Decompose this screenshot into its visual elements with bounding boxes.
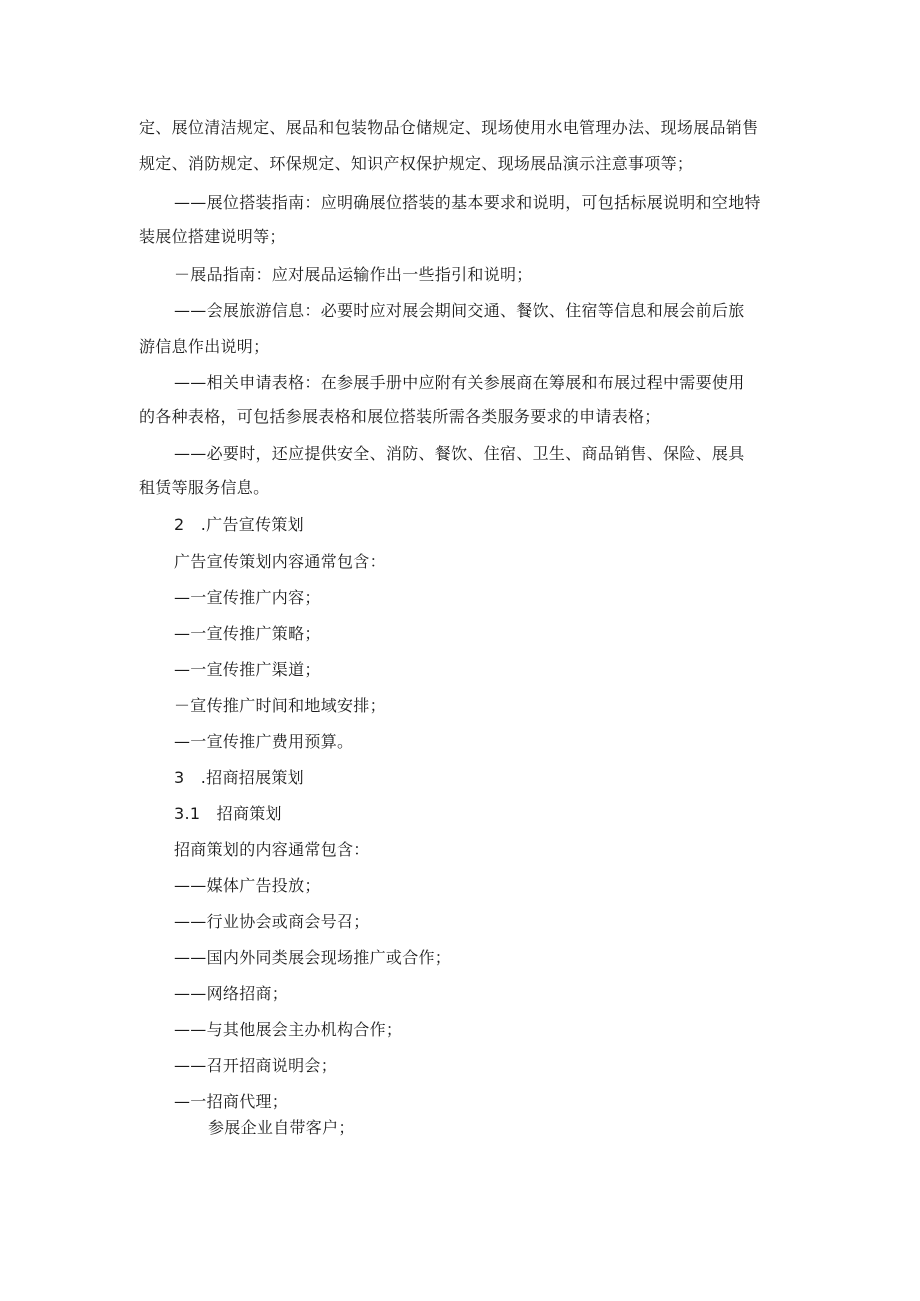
section-heading: 2 .广告宣传策划: [174, 515, 304, 534]
body-text-line: 租赁等服务信息。: [139, 478, 270, 497]
list-item: －宣传推广时间和地域安排；: [174, 696, 386, 715]
list-item: ——国内外同类展会现场推广或合作；: [174, 948, 452, 967]
section-heading: 3 .招商招展策划: [174, 768, 304, 787]
body-text-line: 广告宣传策划内容通常包含：: [174, 552, 386, 571]
list-item: —一招商代理；: [174, 1092, 289, 1111]
list-item: －展品指南：应对展品运输作出一些指引和说明；: [174, 265, 533, 284]
list-item: ——必要时，还应提供安全、消防、餐饮、住宿、卫生、商品销售、保险、展具: [174, 444, 745, 463]
list-item: ——行业协会或商会号召；: [174, 912, 370, 931]
list-item: —一宣传推广费用预算。: [174, 732, 354, 751]
list-item: ——媒体广告投放；: [174, 876, 321, 895]
list-item: ——会展旅游信息：必要时应对展会期间交通、餐饮、住宿等信息和展会前后旅: [174, 301, 745, 320]
body-text-line: 定、展位清洁规定、展品和包装物品仓储规定、现场使用水电管理办法、现场展品销售: [139, 118, 759, 137]
body-text-line: 游信息作出说明；: [139, 337, 270, 356]
body-text-line: 招商策划的内容通常包含：: [174, 840, 370, 859]
body-text-line: 的各种表格，可包括参展表格和展位搭装所需各类服务要求的申请表格；: [139, 407, 661, 426]
list-item: ——相关申请表格：在参展手册中应附有关参展商在筹展和布展过程中需要使用: [174, 373, 745, 392]
list-item: —一宣传推广策略；: [174, 624, 321, 643]
list-item: ——召开招商说明会；: [174, 1056, 338, 1075]
subsection-heading: 3.1 招商策划: [174, 804, 282, 823]
list-item: ——与其他展会主办机构合作；: [174, 1020, 403, 1039]
list-item: ——网络招商；: [174, 984, 289, 1003]
body-text-line: 参展企业自带客户；: [208, 1118, 355, 1137]
body-text-line: 装展位搭建说明等；: [139, 227, 286, 246]
list-item: —一宣传推广渠道；: [174, 660, 321, 679]
list-item: ——展位搭装指南：应明确展位搭装的基本要求和说明，可包括标展说明和空地特: [174, 193, 761, 212]
list-item: —一宣传推广内容；: [174, 588, 321, 607]
body-text-line: 规定、消防规定、环保规定、知识产权保护规定、现场展品演示注意事项等；: [139, 154, 694, 173]
